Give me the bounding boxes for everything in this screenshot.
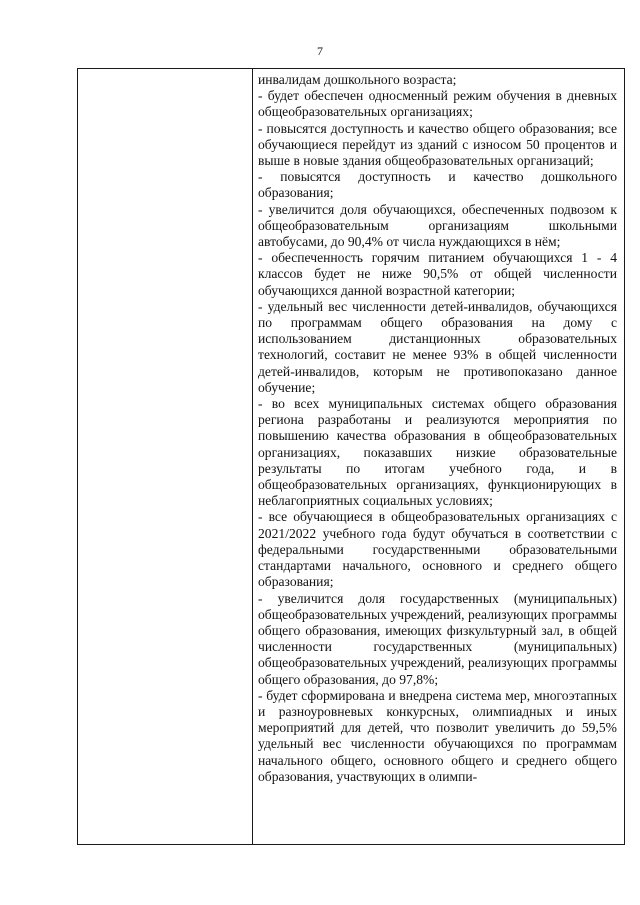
document-table bbox=[77, 68, 625, 845]
paragraph: - все обучающиеся в общеобразовательных организациях с 2021/2022 учебного года будут обучаться в соответствии с федеральными государственными образовательными стандартами начального, основного и среднего общего образования; bbox=[258, 509, 617, 590]
table-left-column bbox=[78, 69, 253, 844]
page-number: 7 bbox=[317, 44, 323, 58]
paragraph: - повысятся доступность и качество общего образования; все обучающиеся перейдут из зданий с износом 50 процентов и выше в новые здания общеобразовательных организаций; bbox=[258, 120, 617, 169]
paragraph: - обеспеченность горячим питанием обучающихся 1 - 4 классов будет не ниже 90,5% от общей численности обучающихся данной возрастной категории; bbox=[258, 250, 617, 298]
paragraph: - увеличится доля обучающихся, обеспеченных подвозом к общеобразовательным организациям школьными автобусами, до 90,4% от числа нуждающихся в нём; bbox=[258, 201, 617, 250]
paragraph: - увеличится доля государственных (муниципальных) общеобразовательных учреждений, реализующих программы общего образования, имеющих физкультурный зал, в общей численности государственных (муниципальных) общеобразовательных учреждений, реализующих программы общего образования, до 97,8%; bbox=[258, 590, 617, 687]
paragraph: - повысятся доступность и качество дошкольного образования; bbox=[258, 169, 617, 201]
expected-results-text bbox=[253, 69, 625, 785]
paragraph: - будет обеспечен односменный режим обучения в дневных общеобразовательных организациях; bbox=[258, 88, 617, 120]
paragraph: инвалидам дошкольного возраста; bbox=[258, 72, 457, 87]
paragraph: - удельный вес численности детей-инвалидов, обучающихся по программам общего образования на дому с использованием дистанционных образовательных технологий, составит не менее 93% в общей численности детей-инвалидов, которым не противопоказано данное обучение; bbox=[258, 298, 617, 395]
table-right-column bbox=[253, 69, 625, 844]
paragraph: - будет сформирована и внедрена система мер, многоэтапных и разноуровневых конкурсных, олимпиадных и иных мероприятий для детей, что позволит увеличить до 59,5% удельный вес численности обучающихся по программам начального общего, основного общего и среднего общего образования, участвующих в олимпи- bbox=[258, 687, 617, 784]
paragraph: - во всех муниципальных системах общего образования региона разработаны и реализуются мероприятия по повышению качества образования в общеобразовательных организациях, показавших низкие образовательные результаты по итогам учебного года, и в общеобразовательных организациях, функционирующих в неблагоприятных социальных условиях; bbox=[258, 396, 617, 509]
